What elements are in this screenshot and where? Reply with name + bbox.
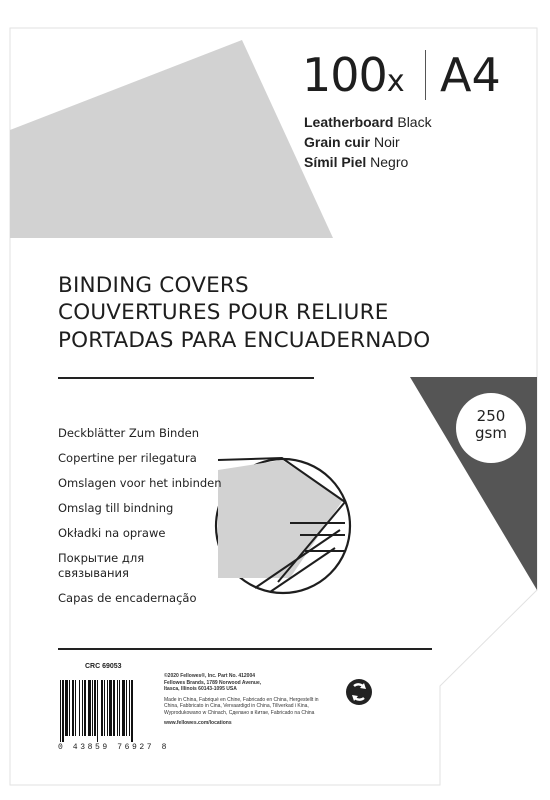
weight-badge: [456, 393, 526, 463]
material-line-es: Símil Piel Negro: [304, 154, 409, 170]
weight-value: 250: [476, 407, 506, 425]
quantity-size-divider: [425, 50, 426, 100]
barcode-bar: [79, 680, 80, 736]
barcode-bar: [122, 680, 125, 736]
barcode-bar: [65, 680, 68, 736]
barcode-bar: [117, 680, 118, 736]
barcode-bar: [131, 680, 133, 742]
barcode-bar: [104, 680, 105, 736]
barcode-bar: [97, 680, 98, 742]
divider-long: [58, 648, 432, 650]
translation-it: Copertine per rilegatura: [58, 451, 197, 465]
translation-list: [58, 426, 258, 616]
light-gray-triangle: [10, 40, 333, 238]
barcode-bar: [109, 680, 112, 736]
green-dot-recycle-icon: [345, 678, 373, 706]
translation-sv: Omslag till bindning: [58, 501, 174, 515]
barcode-bar: [88, 680, 91, 736]
barcode-digits: 0 43859 76927 8: [58, 743, 170, 752]
material-line-fr: Grain cuir Noir: [304, 134, 400, 150]
barcode-bar: [82, 680, 83, 736]
translation-pl: Okładki na oprawe: [58, 526, 166, 540]
legal-address-2: Itasca, Illinois 60143-1095 USA: [164, 686, 237, 692]
headline-es: PORTADAS PARA ENCUADERNADO: [58, 328, 431, 353]
barcode: [58, 680, 156, 742]
barcode-bar: [107, 680, 108, 736]
barcode-bar: [72, 680, 74, 736]
barcode-bar: [69, 680, 70, 736]
barcode-bar: [119, 680, 120, 736]
barcode-bar: [101, 680, 103, 736]
made-in-text: Made in China, Fabriqué en Chine, Fabricado en China, Hergestellt in China, Fabbricato in Cina, Vervaardigd in China, Tillverkad i Kina, Wyprodukowano w Chinach, Сделано в Китае, Fabricado na China: [164, 696, 319, 716]
quantity-label: 100x: [302, 48, 404, 102]
translation-nl: Omslagen voor het inbinden: [58, 476, 222, 490]
barcode-bar: [113, 680, 115, 736]
barcode-bar: [129, 680, 130, 736]
website-text: www.fellowes.com/locations: [164, 720, 232, 726]
legal-copyright: ©2020 Fellowes®, Inc. Part No. 412004: [164, 673, 256, 679]
headline-fr: COUVERTURES POUR RELIURE: [58, 300, 389, 325]
translation-ru: Покрытие для связывания: [58, 551, 145, 580]
barcode-bar: [60, 680, 61, 742]
barcode-bar: [84, 680, 86, 736]
headline-en: BINDING COVERS: [58, 273, 249, 298]
paper-size-label: A4: [440, 48, 501, 102]
barcode-bar: [94, 680, 96, 736]
weight-unit: gsm: [475, 424, 507, 442]
legal-address-1: Fellowes Brands, 1789 Norwood Avenue,: [164, 679, 262, 686]
barcode-bar: [75, 680, 76, 736]
crc-code: CRC 69053: [85, 663, 122, 670]
legal-text: [164, 673, 334, 731]
divider-short: [58, 377, 314, 379]
barcode-bar: [92, 680, 93, 736]
translation-pt: Capas de encadernação: [58, 591, 197, 605]
barcode-bar: [62, 680, 64, 742]
barcode-bar: [126, 680, 127, 736]
translation-de: Deckblätter Zum Binden: [58, 426, 199, 440]
material-line-en: Leatherboard Black: [304, 114, 432, 130]
